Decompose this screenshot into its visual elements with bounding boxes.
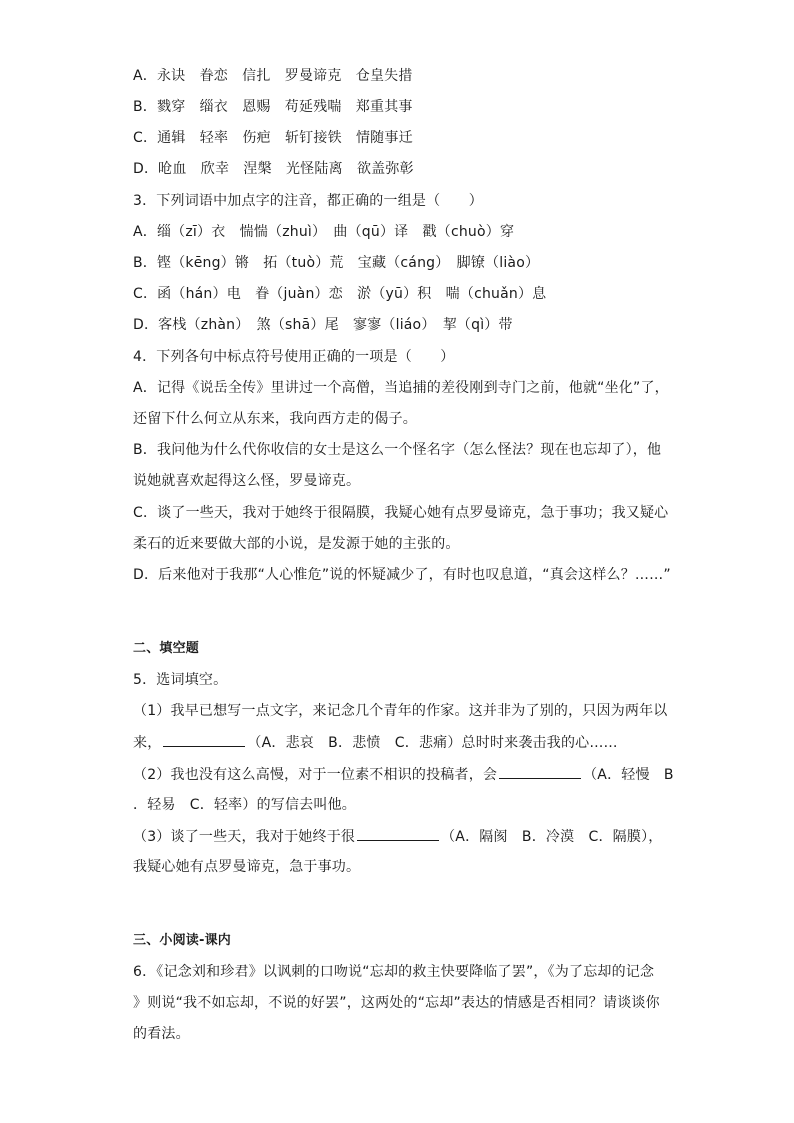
q2-option-d: D．呛血 欣幸 涅槃 光怪陆离 欲盖弥彰 <box>133 161 414 177</box>
q6-line1: 6．《记念刘和珍君》以讽刺的口吻说“忘却的救主快要降临了罢”，《为了忘却的记念 <box>133 964 655 980</box>
q6-line2: 》则说“我不如忘却，不说的好罢”，这两处的“忘却”表达的情感是否相同？请谈谈你 <box>133 995 660 1011</box>
q5-item1-line1: （1）我早已想写一点文字，来记念几个青年的作家。这并非为了别的，只因为两年以 <box>133 703 668 719</box>
q4-option-c-line1: C．谈了一些天，我对于她终于很隔膜，我疑心她有点罗曼谛克，急于事功；我又疑心 <box>133 505 669 521</box>
q3-stem: 3．下列词语中加点字的注音，都正确的一组是（ ） <box>133 193 483 209</box>
q4-option-d: D．后来他对于我那“人心惟危”说的怀疑减少了，有时也叹息道，“真会这样么？……” <box>133 567 671 583</box>
answer-blank-1[interactable] <box>163 732 245 747</box>
q4-option-a-line1: A．记得《说岳全传》里讲过一个高僧，当追捕的差役刚到寺门之前，他就“坐化”了， <box>133 380 669 396</box>
section-title-reading: 三、小阅读-课内 <box>133 933 231 948</box>
q5-item3-line2: 我疑心她有点罗曼谛克，急于事功。 <box>133 859 361 875</box>
q3-option-c: C．函（hán）电 眷（juàn）恋 淤（yū）积 喘（chuǎn）息 <box>133 286 547 302</box>
q2-option-a: A．永诀 眷恋 信扎 罗曼谛克 仓皇失措 <box>133 68 413 84</box>
q2-option-b: B．戮穿 缁衣 恩赐 苟延残喘 郑重其事 <box>133 99 413 115</box>
section-title-fill-in: 二、填空题 <box>133 641 200 656</box>
q5-item2-line1: （2）我也没有这么高慢，对于一位素不相识的投稿者，会 （A．轻慢 B <box>133 764 674 785</box>
q4-option-c-line2: 柔石的近来要做大部的小说，是发源于她的主张的。 <box>133 536 460 552</box>
q4-option-b-line2: 说她就喜欢起得这么怪，罗曼谛克。 <box>133 473 361 489</box>
q4-stem: 4．下列各句中标点符号使用正确的一项是（ ） <box>133 349 455 365</box>
q3-option-b: B．铿（kēng）锵 拓（tuò）荒 宝藏（cáng） 脚镣（liào） <box>133 255 540 271</box>
q5-item3-line1: （3）谈了一些天，我对于她终于很 （A．隔阂 B．冷漠 C．隔膜）， <box>133 826 662 847</box>
answer-blank-3[interactable] <box>357 826 439 841</box>
answer-blank-2[interactable] <box>499 764 581 779</box>
q2-option-c: C．通辑 轻率 伤疤 斩钉接铁 情随事迁 <box>133 130 413 146</box>
q5-item2-line2: ．轻易 C．轻率）的写信去叫他。 <box>133 797 356 813</box>
q3-option-a: A．缁（zī）衣 惴惴（zhuì） 曲（qū）译 戳（chuò）穿 <box>133 224 515 240</box>
q5-stem: 5．选词填空。 <box>133 672 228 688</box>
q4-option-b-line1: B．我问他为什么代你收信的女士是这么一个怪名字（怎么怪法？现在也忘却了），他 <box>133 442 662 458</box>
q6-line3: 的看法。 <box>133 1026 190 1042</box>
q4-option-a-line2: 还留下什么何立从东来，我向西方走的偈子。 <box>133 411 417 427</box>
q5-item1-line2: 来， （A．悲哀 B．悲愤 C．悲痛）总时时来袭击我的心…… <box>133 732 618 753</box>
q3-option-d: D．客栈（zhàn） 煞（shā）尾 寥寥（liáo） 挈（qì）带 <box>133 317 513 333</box>
